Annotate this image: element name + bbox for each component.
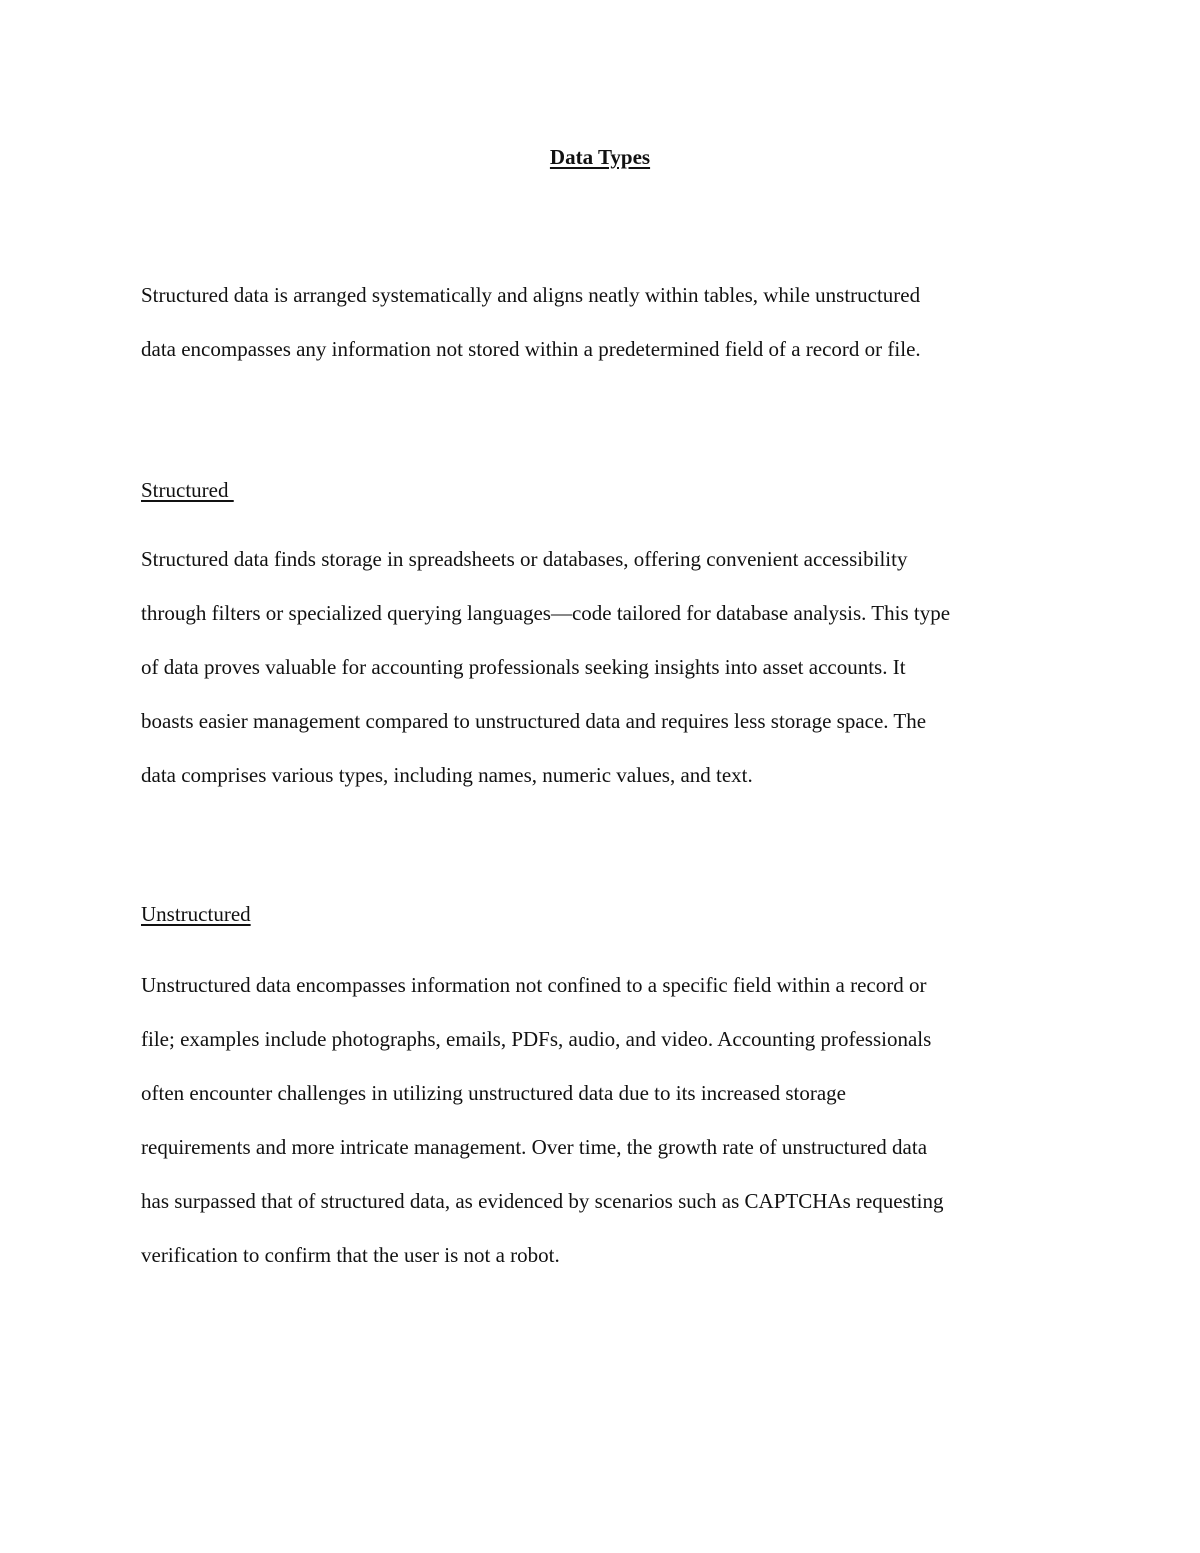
paragraph-line: Structured data finds storage in spreadsheets or databases, offering convenient accessibility: [141, 547, 908, 571]
paragraph-line: data comprises various types, including names, numeric values, and text.: [141, 763, 753, 787]
paragraph-line: Structured data is arranged systematically and aligns neatly within tables, while unstructured: [141, 283, 921, 307]
paragraph-line: often encounter challenges in utilizing unstructured data due to its increased storage: [141, 1081, 847, 1105]
unstructured-paragraph: [141, 958, 1066, 1282]
paragraph-line: has surpassed that of structured data, as evidenced by scenarios such as CAPTCHAs requesting: [141, 1189, 944, 1213]
intro-paragraph: [141, 268, 1066, 376]
paragraph-line: of data proves valuable for accounting professionals seeking insights into asset accounts. It: [141, 655, 906, 679]
section-heading-structured: Structured: [141, 478, 234, 502]
paragraph-line: requirements and more intricate management. Over time, the growth rate of unstructured data: [141, 1135, 928, 1159]
paragraph-line: through filters or specialized querying languages—code tailored for database analysis. This type: [141, 601, 951, 625]
paragraph-line: Unstructured data encompasses information not confined to a specific field within a record or: [141, 973, 927, 997]
paragraph-line: data encompasses any information not stored within a predetermined field of a record or file.: [141, 337, 921, 361]
paragraph-line: verification to confirm that the user is not a robot.: [141, 1243, 560, 1267]
paragraph-line: boasts easier management compared to unstructured data and requires less storage space. The: [141, 709, 927, 733]
section-heading-unstructured: Unstructured: [141, 902, 251, 926]
structured-paragraph: [141, 532, 1066, 802]
paragraph-line: file; examples include photographs, emails, PDFs, audio, and video. Accounting professionals: [141, 1027, 932, 1051]
page-title: Data Types: [549, 145, 651, 169]
